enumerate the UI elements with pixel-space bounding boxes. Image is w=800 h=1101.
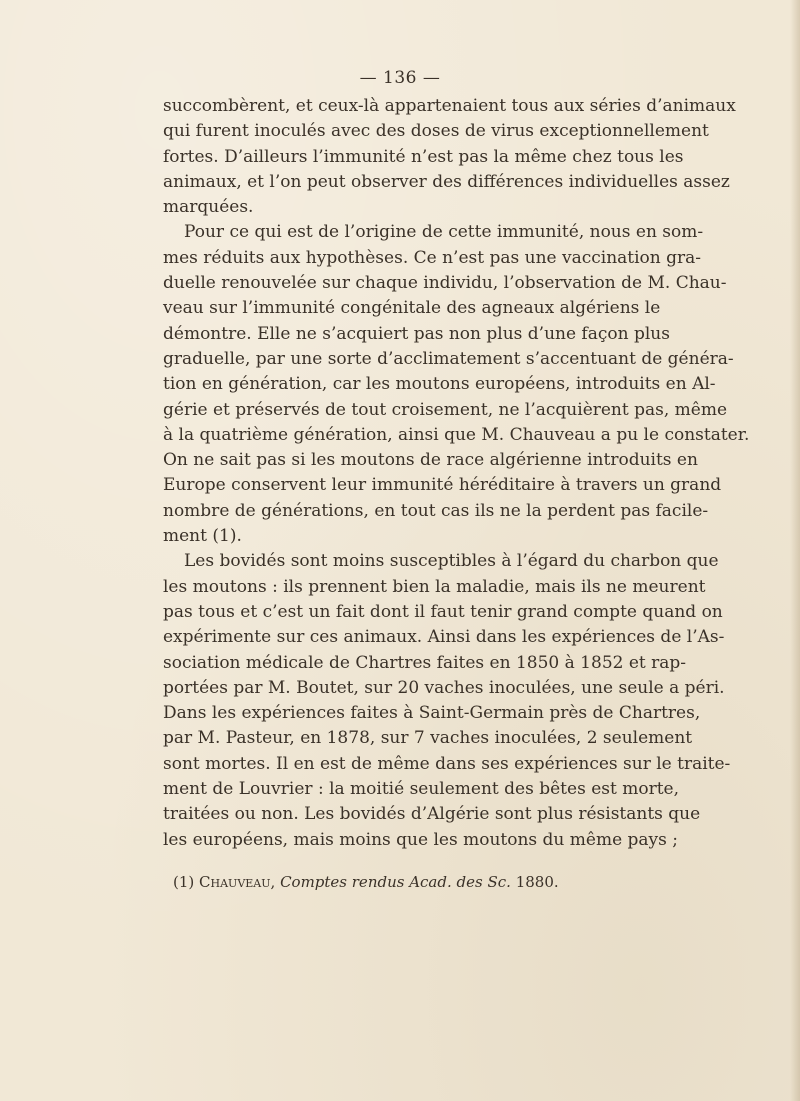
text-line: les moutons : ils prennent bien la maladie, mais ils ne meurent xyxy=(163,576,706,597)
body-text xyxy=(163,94,750,853)
text-line: duelle renouvelée sur chaque individu, l’observation de M. Chau- xyxy=(163,273,727,294)
text-line: mes réduits aux hypothèses. Ce n’est pas une vaccination gra- xyxy=(163,247,702,268)
page-number: — 136 — xyxy=(359,68,441,88)
text-line: expérimente sur ces animaux. Ainsi dans les expériences de l’As- xyxy=(163,627,725,648)
text-line: sociation médicale de Chartres faites en 1850 à 1852 et rap- xyxy=(163,652,687,673)
text-line: Europe conservent leur immunité héréditaire à travers un grand xyxy=(163,475,722,496)
text-line: ment de Louvrier : la moitié seulement des bêtes est morte, xyxy=(163,779,680,800)
text-line: qui furent inoculés avec des doses de virus exceptionnellement xyxy=(163,121,709,142)
text-line: veau sur l’immunité congénitale des agneaux algériens le xyxy=(163,298,661,319)
text-line: Dans les expériences faites à Saint-Germain près de Chartres, xyxy=(163,703,701,724)
text-line: portées par M. Boutet, sur 20 vaches inoculées, une seule a péri. xyxy=(163,677,725,698)
text-line: tion en génération, car les moutons européens, introduits en Al- xyxy=(163,374,716,395)
text-line: démontre. Elle ne s’acquiert pas non plus d’une façon plus xyxy=(163,323,670,344)
footnote-year: 1880. xyxy=(515,873,559,891)
text-line: On ne sait pas si les moutons de race algérienne introduits en xyxy=(163,450,698,471)
text-line: pas tous et c’est un fait dont il faut tenir grand compte quand on xyxy=(163,601,723,622)
text-line: graduelle, par une sorte d’acclimatement s’accentuant de généra- xyxy=(163,348,734,369)
footnote-title: Comptes rendus Acad. des Sc. xyxy=(280,873,511,891)
text-line: ment (1). xyxy=(163,526,242,547)
footnote-author: Chauveau, xyxy=(199,873,276,891)
text-line: Les bovidés sont moins susceptibles à l’égard du charbon que xyxy=(184,551,719,572)
text-line: Pour ce qui est de l’origine de cette immunité, nous en som- xyxy=(184,222,704,243)
text-line: les européens, mais moins que les moutons du même pays ; xyxy=(163,829,679,850)
text-line: gérie et préservés de tout croisement, ne l’acquièrent pas, même xyxy=(163,399,728,420)
text-line: nombre de générations, en tout cas ils ne la perdent pas facile- xyxy=(163,500,709,521)
text-line: fortes. D’ailleurs l’immunité n’est pas la même chez tous les xyxy=(163,146,684,167)
text-line: à la quatrième génération, ainsi que M. Chauveau a pu le constater. xyxy=(163,424,750,445)
footnote-marker: (1) xyxy=(173,873,195,891)
text-line: animaux, et l’on peut observer des différences individuelles assez xyxy=(163,171,730,192)
text-line: traitées ou non. Les bovidés d’Algérie sont plus résistants que xyxy=(163,804,701,825)
text-line: par M. Pasteur, en 1878, sur 7 vaches inoculées, 2 seulement xyxy=(163,728,693,749)
text-line: marquées. xyxy=(163,197,254,218)
page-edge-shadow xyxy=(790,0,800,1101)
footnote xyxy=(173,873,559,891)
text-line: succombèrent, et ceux-là appartenaient tous aux séries d’animaux xyxy=(163,96,736,116)
text-line: sont mortes. Il en est de même dans ses expériences sur le traite- xyxy=(163,753,731,774)
